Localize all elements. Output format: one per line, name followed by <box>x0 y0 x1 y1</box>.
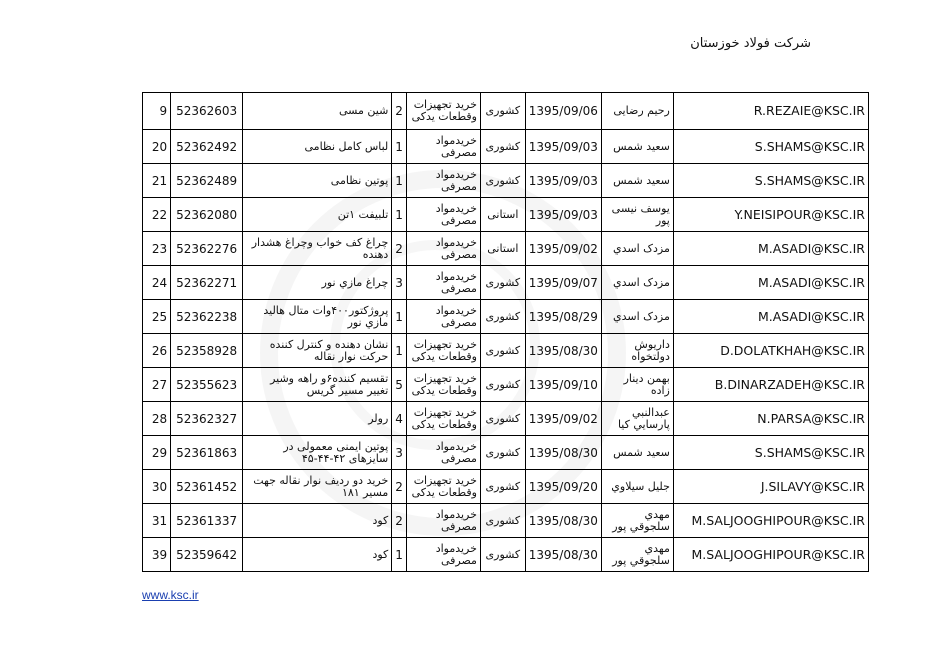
item-description: لباس کامل نظامی <box>243 130 392 164</box>
item-quantity: 1 <box>392 198 407 232</box>
tender-scope: کشوری <box>480 402 525 436</box>
item-code: 52362271 <box>171 266 243 300</box>
item-quantity: 2 <box>392 470 407 504</box>
table-row <box>143 130 869 164</box>
item-quantity: 1 <box>392 334 407 368</box>
item-code: 52359642 <box>171 538 243 572</box>
tender-scope: استانی <box>480 198 525 232</box>
contact-email: D.DOLATKHAH@KSC.IR <box>673 334 868 368</box>
purchase-type: خرید تجهیزات وقطعات یدکی <box>406 402 480 436</box>
tender-scope: کشوری <box>480 504 525 538</box>
table-row <box>143 368 869 402</box>
contact-email: M.SALJOOGHIPOUR@KSC.IR <box>673 504 868 538</box>
table-row <box>143 470 869 504</box>
item-description: شین مسی <box>243 93 392 130</box>
table-row <box>143 334 869 368</box>
item-description: پروژکتور۴۰۰وات متال هالید مازي نور <box>243 300 392 334</box>
row-index: 22 <box>143 198 171 232</box>
purchase-type: خریدمواد مصرفی <box>406 164 480 198</box>
item-code: 52362489 <box>171 164 243 198</box>
item-quantity: 1 <box>392 164 407 198</box>
item-description: تقسیم کننده۶و راهه وشیر تغییر مسیر گریس <box>243 368 392 402</box>
item-quantity: 5 <box>392 368 407 402</box>
purchase-type: خریدمواد مصرفی <box>406 266 480 300</box>
tender-date: 1395/09/03 <box>525 164 601 198</box>
contact-name: مهدي سلجوقي پور <box>601 538 673 572</box>
tender-date: 1395/08/30 <box>525 504 601 538</box>
item-code: 52362276 <box>171 232 243 266</box>
contact-email: M.ASADI@KSC.IR <box>673 300 868 334</box>
tender-scope: کشوری <box>480 93 525 130</box>
item-description: رولر <box>243 402 392 436</box>
tender-scope: کشوری <box>480 300 525 334</box>
contact-email: B.DINARZADEH@KSC.IR <box>673 368 868 402</box>
purchase-type: خریدمواد مصرفی <box>406 198 480 232</box>
contact-email: N.PARSA@KSC.IR <box>673 402 868 436</box>
item-description: خرید دو ردیف نوار نقاله جهت مسیر ۱۸۱ <box>243 470 392 504</box>
tender-date: 1395/08/30 <box>525 538 601 572</box>
table-row <box>143 198 869 232</box>
table-row <box>143 232 869 266</box>
contact-email: S.SHAMS@KSC.IR <box>673 436 868 470</box>
row-index: 31 <box>143 504 171 538</box>
contact-name: مزدک اسدي <box>601 266 673 300</box>
table-row <box>143 93 869 130</box>
item-code: 52362238 <box>171 300 243 334</box>
tender-date: 1395/09/03 <box>525 198 601 232</box>
website-link[interactable]: www.ksc.ir <box>142 588 199 602</box>
purchase-type: خریدمواد مصرفی <box>406 232 480 266</box>
tender-scope: کشوری <box>480 538 525 572</box>
tender-date: 1395/09/02 <box>525 402 601 436</box>
row-index: 23 <box>143 232 171 266</box>
item-code: 52362327 <box>171 402 243 436</box>
tender-date: 1395/09/07 <box>525 266 601 300</box>
tender-scope: کشوری <box>480 334 525 368</box>
contact-email: S.SHAMS@KSC.IR <box>673 130 868 164</box>
item-quantity: 4 <box>392 402 407 436</box>
contact-email: S.SHAMS@KSC.IR <box>673 164 868 198</box>
purchase-type: خریدمواد مصرفی <box>406 130 480 164</box>
tender-date: 1395/09/02 <box>525 232 601 266</box>
table-row <box>143 402 869 436</box>
row-index: 30 <box>143 470 171 504</box>
contact-name: مهدي سلجوقي پور <box>601 504 673 538</box>
table-row <box>143 538 869 572</box>
item-code: 52361337 <box>171 504 243 538</box>
tender-date: 1395/09/10 <box>525 368 601 402</box>
contact-email: M.ASADI@KSC.IR <box>673 266 868 300</box>
tender-scope: استانی <box>480 232 525 266</box>
tender-table <box>142 92 869 572</box>
item-code: 52361452 <box>171 470 243 504</box>
table-row <box>143 436 869 470</box>
contact-name: مزدک اسدي <box>601 300 673 334</box>
purchase-type: خرید تجهیزات وقطعات یدکی <box>406 368 480 402</box>
purchase-type: خریدمواد مصرفی <box>406 300 480 334</box>
table-row <box>143 300 869 334</box>
item-code: 52355623 <box>171 368 243 402</box>
table-row <box>143 164 869 198</box>
item-quantity: 3 <box>392 436 407 470</box>
contact-name: جلیل سیلاوي <box>601 470 673 504</box>
item-code: 52362080 <box>171 198 243 232</box>
table-row <box>143 266 869 300</box>
item-description: نشان دهنده و کنترل کننده حرکت نوار نقاله <box>243 334 392 368</box>
contact-name: سعید شمس <box>601 130 673 164</box>
contact-name: سعید شمس <box>601 436 673 470</box>
row-index: 24 <box>143 266 171 300</box>
tender-scope: کشوری <box>480 164 525 198</box>
row-index: 39 <box>143 538 171 572</box>
contact-name: عبدالنبي پارسايي کيا <box>601 402 673 436</box>
purchase-type: خریدمواد مصرفی <box>406 538 480 572</box>
contact-name: مزدک اسدي <box>601 232 673 266</box>
contact-email: M.SALJOOGHIPOUR@KSC.IR <box>673 538 868 572</box>
table-row <box>143 504 869 538</box>
tender-scope: کشوری <box>480 470 525 504</box>
tender-scope: کشوری <box>480 368 525 402</box>
purchase-type: خرید تجهیزات وقطعات یدکی <box>406 93 480 130</box>
purchase-type: خرید تجهیزات وقطعات یدکی <box>406 334 480 368</box>
row-index: 29 <box>143 436 171 470</box>
item-description: کود <box>243 504 392 538</box>
tender-date: 1395/08/30 <box>525 436 601 470</box>
item-code: 52358928 <box>171 334 243 368</box>
tender-date: 1395/08/30 <box>525 334 601 368</box>
tender-date: 1395/09/20 <box>525 470 601 504</box>
item-code: 52361863 <box>171 436 243 470</box>
contact-name: سعید شمس <box>601 164 673 198</box>
contact-email: R.REZAIE@KSC.IR <box>673 93 868 130</box>
row-index: 25 <box>143 300 171 334</box>
row-index: 28 <box>143 402 171 436</box>
row-index: 27 <box>143 368 171 402</box>
contact-name: یوسف نیسی پور <box>601 198 673 232</box>
purchase-type: خرید تجهیزات وقطعات یدکی <box>406 470 480 504</box>
purchase-type: خریدمواد مصرفی <box>406 504 480 538</box>
contact-name: بهمن دینار زاده <box>601 368 673 402</box>
tender-date: 1395/09/06 <box>525 93 601 130</box>
item-description: پوتین نظامی <box>243 164 392 198</box>
item-code: 52362492 <box>171 130 243 164</box>
item-code: 52362603 <box>171 93 243 130</box>
tender-date: 1395/08/29 <box>525 300 601 334</box>
item-quantity: 2 <box>392 504 407 538</box>
item-quantity: 3 <box>392 266 407 300</box>
tender-scope: کشوری <box>480 436 525 470</box>
item-quantity: 2 <box>392 93 407 130</box>
purchase-type: خریدمواد مصرفی <box>406 436 480 470</box>
item-description: پوتین ایمنی معمولی در سایزهای ۴۲-۴۴-۴۵ <box>243 436 392 470</box>
contact-email: Y.NEISIPOUR@KSC.IR <box>673 198 868 232</box>
item-quantity: 1 <box>392 538 407 572</box>
tender-scope: کشوری <box>480 130 525 164</box>
item-quantity: 1 <box>392 130 407 164</box>
item-description: چراغ مازي نور <box>243 266 392 300</box>
row-index: 9 <box>143 93 171 130</box>
row-index: 20 <box>143 130 171 164</box>
row-index: 21 <box>143 164 171 198</box>
tender-date: 1395/09/03 <box>525 130 601 164</box>
contact-email: M.ASADI@KSC.IR <box>673 232 868 266</box>
tender-scope: کشوری <box>480 266 525 300</box>
item-description: تلبیفت ۱تن <box>243 198 392 232</box>
item-description: چراغ کف خواب وچراغ هشدار دهنده <box>243 232 392 266</box>
contact-email: J.SILAVY@KSC.IR <box>673 470 868 504</box>
company-name: شرکت فولاد خوزستان <box>690 36 811 51</box>
item-quantity: 1 <box>392 300 407 334</box>
contact-name: داریوش دولتخواه <box>601 334 673 368</box>
item-description: کود <box>243 538 392 572</box>
contact-name: رحیم رضایی <box>601 93 673 130</box>
item-quantity: 2 <box>392 232 407 266</box>
row-index: 26 <box>143 334 171 368</box>
